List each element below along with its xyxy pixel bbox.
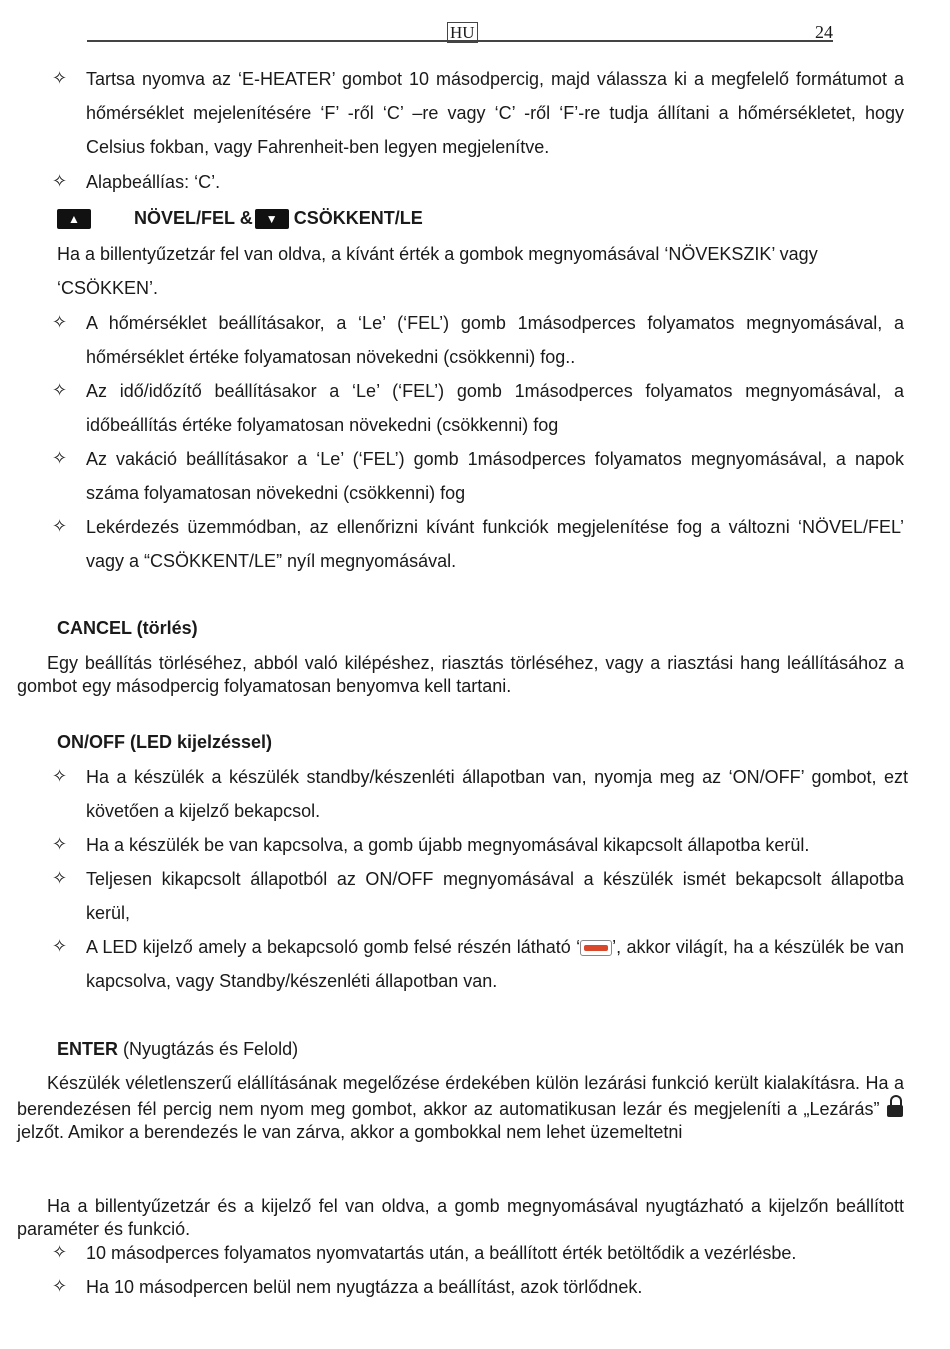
page-number: 24 xyxy=(815,22,833,42)
led-text-b: ’, akkor világít, ha a készülék be van kapcsolva, vagy Standby/készenléti állapotban van. xyxy=(86,937,905,991)
novel-heading-b: CSÖKKENT/LE xyxy=(293,208,423,228)
enter-heading-bold: ENTER xyxy=(57,1039,119,1059)
bullet-marker: ✧ xyxy=(52,380,68,400)
enter-bullet: 10 másodperces folyamatos nyomvatartás után, a beállított érték betöltődik a vezérlésbe. xyxy=(86,1243,797,1263)
bullet-marker: ✧ xyxy=(52,171,68,191)
lock-icon xyxy=(886,1095,904,1117)
eheater-format-text: Tartsa nyomva az ‘E-HEATER’ gombot 10 másodpercig, majd válassza ki a megfelelő formátumot a hőmérséklet mejelenítésére ‘F’ -ről ‘C’ –re vagy ‘C’ -ről ‘F’-re tudja állítani a hőmérsékletet, hogy Celsius fokban, vagy Fahrenheit-ben legyen megjelenítve. xyxy=(86,69,904,157)
bullet-marker: ✧ xyxy=(52,1242,68,1262)
cancel-text: Egy beállítás törléséhez, abból való kilépéshez, riasztás törléséhez, vagy a riasztási hang leállításához a gombot egy másodpercig folyamatosan benyomva kell tartani. xyxy=(17,653,904,696)
up-arrow-key-icon: ▲ xyxy=(57,209,91,229)
led-text-a: A LED kijelző amely a bekapcsoló gomb felsé részén látható ‘ xyxy=(86,937,581,957)
down-arrow-key-icon: ▼ xyxy=(255,209,289,229)
bullet-marker: ✧ xyxy=(52,936,68,956)
enter-para-1-a: Készülék véletlenszerű elállításának megelőzése érdekében külön lezárási funkció került kialakításra. Ha a berendezésen fél percig nem nyom meg gombot, akkor az automatikusan lezár és megjeleníti a „Lezárás” xyxy=(17,1073,904,1119)
novel-bullet: Az vakáció beállításakor a ‘Le’ (‘FEL’) gomb 1másodperces folyamatos megnyomásával, a napok száma folyamatosan növekedni (csökkenni) fog xyxy=(86,449,904,503)
enter-bullet: Ha 10 másodpercen belül nem nyugtázza a beállítást, azok törlődnek. xyxy=(86,1277,643,1297)
bullet-marker: ✧ xyxy=(52,516,68,536)
led-indicator-icon xyxy=(580,940,612,956)
bullet-marker: ✧ xyxy=(52,834,68,854)
enter-para-1-b: jelzőt. Amikor a berendezés le van zárva, akkor a gombokkal nem lehet üzemeltetni xyxy=(17,1122,683,1142)
novel-intro: Ha a billentyűzetzár fel van oldva, a kívánt érték a gombok megnyomásával ‘NÖVEKSZIK’ vagy ‘CSÖKKEN’. xyxy=(57,244,818,298)
bullet-marker: ✧ xyxy=(52,1276,68,1296)
bullet-marker: ✧ xyxy=(52,766,68,786)
eheater-default-text: Alapbeállías: ‘C’. xyxy=(86,172,221,192)
enter-heading-rest: (Nyugtázás és Felold) xyxy=(118,1039,299,1059)
onoff-bullet: Ha a készülék be van kapcsolva, a gomb újabb megnyomásával kikapcsolt állapotba kerül. xyxy=(86,835,810,855)
novel-heading xyxy=(57,206,423,230)
onoff-heading: ON/OFF (LED kijelzéssel) xyxy=(57,732,273,752)
bullet-marker: ✧ xyxy=(52,68,68,88)
cancel-heading: CANCEL (törlés) xyxy=(57,618,198,638)
bullet-marker: ✧ xyxy=(52,312,68,332)
enter-para-1 xyxy=(17,1072,904,1144)
enter-heading xyxy=(57,1039,298,1060)
bullet-marker: ✧ xyxy=(52,448,68,468)
novel-bullet: A hőmérséklet beállításakor, a ‘Le’ (‘FEL’) gomb 1másodperces folyamatos megnyomásával, a hőmérséklet értéke folyamatosan növekedni (csökkenni) fog.. xyxy=(86,313,904,367)
onoff-led-bullet xyxy=(86,930,904,998)
novel-bullet: Lekérdezés üzemmódban, az ellenőrizni kívánt funkciók megjelenítése fog a változni ‘NÖVEL/FEL’ vagy a “CSÖKKENT/LE” nyíl megnyomásával. xyxy=(86,517,904,571)
header-language: HU xyxy=(447,22,478,43)
enter-para-2: Ha a billentyűzetzár és a kijelző fel van oldva, a gomb megnyomásával nyugtázható a kijelzőn beállított paraméter és funkció. xyxy=(17,1196,904,1239)
onoff-bullet: Teljesen kikapcsolt állapotból az ON/OFF megnyomásával a készülék ismét bekapcsolt állapotba kerül, xyxy=(86,869,904,923)
novel-bullet: Az idő/időzítő beállításakor a ‘Le’ (‘FEL’) gomb 1másodperces folyamatos megnyomásával, a időbeállítás értéke folyamatosan növekedni (csökkenni) fog xyxy=(86,381,904,435)
bullet-marker: ✧ xyxy=(52,868,68,888)
novel-heading-a: NÖVEL/FEL & xyxy=(134,208,253,228)
onoff-bullet: Ha a készülék a készülék standby/készenléti állapotban van, nyomja meg az ‘ON/OFF’ gombot, ezt követően a kijelző bekapcsol. xyxy=(86,767,908,821)
